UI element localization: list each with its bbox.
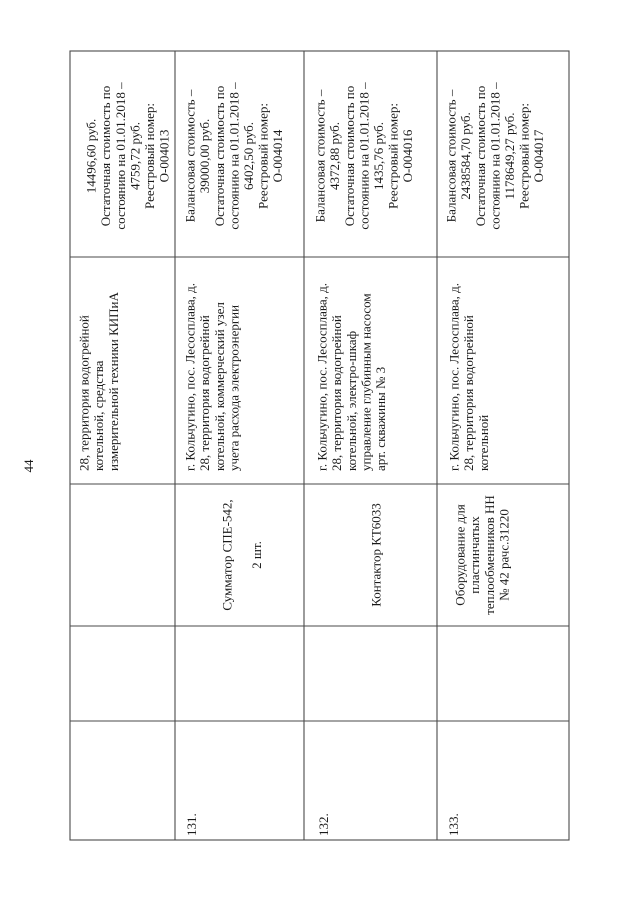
cell-text-line: г. Кольчугино, пос. Лесосплава, д. — [182, 283, 198, 471]
row-name — [369, 503, 384, 607]
cell-text-line: состоянию на 01.01.2018 – — [226, 82, 242, 230]
cell-text-line: состоянию на 01.01.2018 – — [487, 82, 503, 230]
carry-address — [77, 291, 121, 471]
cell-text-line: Остаточная стоимость по — [98, 85, 114, 227]
carry-cost — [84, 82, 172, 230]
cell-text-line: Оборудование для — [452, 504, 468, 606]
cell-text-line: г. Кольчугино, пос. Лесосплава, д. — [314, 283, 330, 471]
row-name — [220, 499, 264, 610]
cell-text-line: Реестровый номер: — [516, 103, 532, 209]
cell-text-line: управление глубинным насосом — [358, 293, 374, 471]
cell-text-line: Остаточная стоимость по — [472, 85, 488, 227]
row-number: 133. — [446, 813, 461, 836]
cell-text-line: состоянию на 01.01.2018 – — [356, 82, 372, 230]
page-number: 44 — [21, 459, 36, 473]
row-cost — [313, 82, 416, 230]
cell-text-line: котельной, средства — [91, 360, 107, 471]
cell-text-line: Балансовая стоимость – — [312, 89, 328, 223]
row-address — [315, 283, 388, 471]
row-address — [447, 283, 491, 471]
row-132 — [313, 82, 416, 836]
cell-text-line: Балансовая стоимость – — [182, 89, 198, 223]
row-131 — [183, 82, 286, 836]
row-cost — [183, 82, 286, 230]
cell-text-line: 28, территория водогрейной — [76, 315, 92, 471]
row-number: 131. — [184, 813, 199, 836]
row-cost — [444, 82, 547, 230]
cell-text-line: О-004017 — [531, 129, 547, 183]
cell-text-line: пластинчатых — [467, 516, 483, 594]
cell-text-line: Остаточная стоимость по — [341, 85, 357, 227]
cell-text-line: Реестровый номер: — [141, 103, 157, 209]
cell-text-line: О-004014 — [270, 129, 286, 183]
cell-text-line: 39000,00 руб. — [197, 118, 213, 194]
cell-text-line: состоянию на 01.01.2018 – — [112, 82, 128, 230]
cell-text-line: котельной — [475, 414, 491, 471]
cell-text-line: Контактор КТ6033 — [368, 503, 384, 607]
cell-text-line: Остаточная стоимость по — [211, 85, 227, 227]
row-number: 132. — [316, 813, 331, 836]
cell-text-line: Сумматор СПЕ-542, — [219, 499, 235, 611]
row-address — [183, 283, 242, 471]
cell-text-line: г. Кольчугино, пос. Лесосплава, д. — [446, 283, 462, 471]
cell-text-line: О-004013 — [156, 129, 172, 183]
row-133 — [444, 82, 547, 836]
cell-text-line: № 42 рачс.31220 — [496, 509, 512, 601]
cell-text-line: 1435,76 руб. — [370, 121, 386, 191]
cell-text-line: 4759,72 руб. — [127, 121, 143, 191]
cell-text-line: 1178649,27 руб. — [501, 112, 517, 200]
cell-text-line: 28, территория водогрейной — [197, 315, 213, 471]
cell-text-line: Реестровый номер: — [385, 103, 401, 209]
cell-text-line: 28, территория водогрейной — [329, 315, 345, 471]
cell-text-line: 6402,50 руб. — [240, 121, 256, 191]
cell-text-line: теплообменников НН — [481, 495, 497, 615]
cell-text-line: Реестровый номер: — [255, 103, 271, 209]
cell-text-line: учета расхода электроэнергии — [226, 304, 242, 471]
cell-text-line: Балансовая стоимость – — [443, 89, 459, 223]
cell-text-line: 28, территория водогрейной — [461, 315, 477, 471]
row-name — [453, 495, 512, 615]
cell-text-line: 4372,88 руб. — [327, 121, 343, 191]
cell-text-line: 2 шт. — [248, 541, 264, 569]
cell-text-line: измерительной техники КИПиА — [105, 292, 121, 471]
cell-text-line: О-004016 — [400, 129, 416, 183]
cell-text-line: 2438584,70 руб. — [458, 112, 474, 200]
cell-text-line: котельной, электро-шкаф — [343, 330, 359, 471]
cell-text-line: арт. скважины № 3 — [372, 366, 388, 471]
cell-text-line: котельной, коммерческий узел — [211, 302, 227, 471]
cell-text-line: 14496,60 руб. — [83, 118, 99, 194]
